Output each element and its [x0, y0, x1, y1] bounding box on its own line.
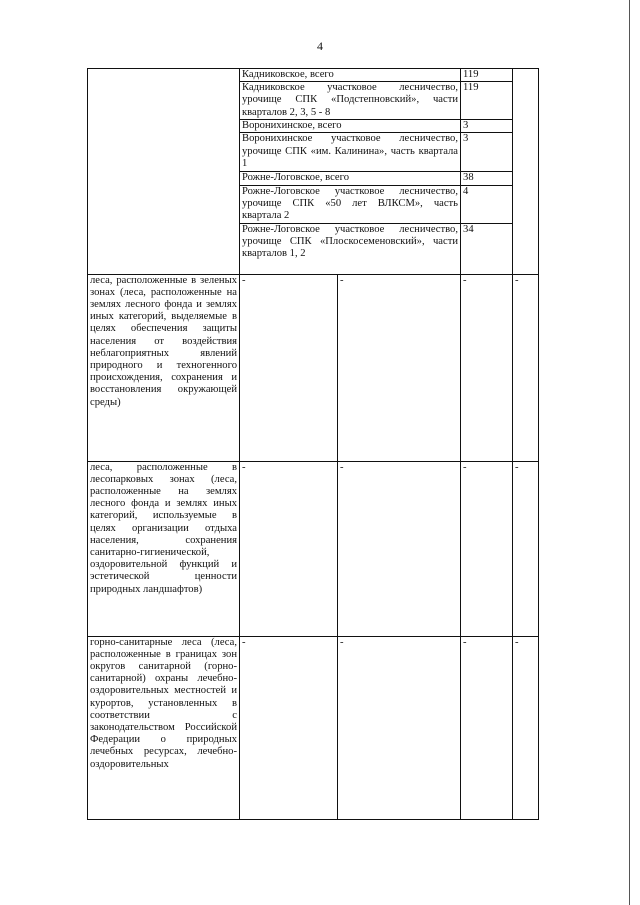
district-name-cell: Рожне-Логовское, всего	[240, 172, 461, 185]
dash-cell: -	[513, 274, 539, 461]
page-number: 4	[317, 39, 323, 53]
dash-cell: -	[461, 274, 513, 461]
district-name-cell: Воронихинское, всего	[240, 120, 461, 133]
dash-cell: -	[338, 636, 461, 819]
area-value-cell: 38	[461, 172, 513, 185]
dash-cell: -	[461, 461, 513, 636]
forest-table	[87, 68, 539, 820]
area-value-cell: 3	[461, 120, 513, 133]
district-name-cell: Воронихинское участковое лесничество, урочище СПК «им. Калинина», часть квартала 1	[240, 133, 461, 172]
dash-cell: -	[338, 274, 461, 461]
district-name-cell: Кадниковское участковое лесничество, урочище СПК «Подстепновский», части кварталов 2, 3, 5 - 8	[240, 82, 461, 120]
dash-cell: -	[240, 461, 338, 636]
table-row	[88, 461, 539, 636]
category-description-cell: леса, расположенные в зеленых зонах (леса, расположенные на землях лесного фонда и землях иных категорий, выделяемые в целях обеспечения защиты населения от воздействия неблагоприятных явлений природного и техногенного происхождения, сохранения и восстановления окружающей среды)	[88, 274, 240, 461]
dash-cell: -	[240, 274, 338, 461]
dash-cell: -	[513, 636, 539, 819]
dash-cell: -	[338, 461, 461, 636]
category-description-cell: леса, расположенные в лесопарковых зонах (леса, расположенные на землях лесного фонда и землях иных категорий, используемые в целях организации отдыха населения, сохранения санитарно-гигиенической, оздоровительной функций и эстетической ценности природных ландшафтов)	[88, 461, 240, 636]
area-value-cell: 4	[461, 185, 513, 223]
empty-cell	[513, 69, 539, 275]
empty-category-cell	[88, 69, 240, 275]
area-value-cell: 119	[461, 82, 513, 120]
dash-cell: -	[240, 636, 338, 819]
area-value-cell: 119	[461, 69, 513, 82]
dash-cell: -	[513, 461, 539, 636]
table-row	[88, 274, 539, 461]
area-value-cell: 34	[461, 223, 513, 274]
scan-edge-artifact	[629, 0, 630, 905]
district-name-cell: Кадниковское, всего	[240, 69, 461, 82]
area-value-cell: 3	[461, 133, 513, 172]
dash-cell: -	[461, 636, 513, 819]
district-name-cell: Рожне-Логовское участковое лесничество, урочище СПК «Плоскосеменовский», части кварталов 1, 2	[240, 223, 461, 274]
district-name-cell: Рожне-Логовское участковое лесничество, урочище СПК «50 лет ВЛКСМ», часть квартала 2	[240, 185, 461, 223]
table-row	[88, 636, 539, 819]
table-row	[88, 69, 539, 82]
category-description-cell: горно-санитарные леса (леса, расположенные в границах зон округов санитарной (горно-санитарной) охраны лечебно-оздоровительных местностей и курортов, установленных в соответствии с законодательством Российской Федерации о природных лечебных ресурсах, лечебно-оздоровительных	[88, 636, 240, 819]
